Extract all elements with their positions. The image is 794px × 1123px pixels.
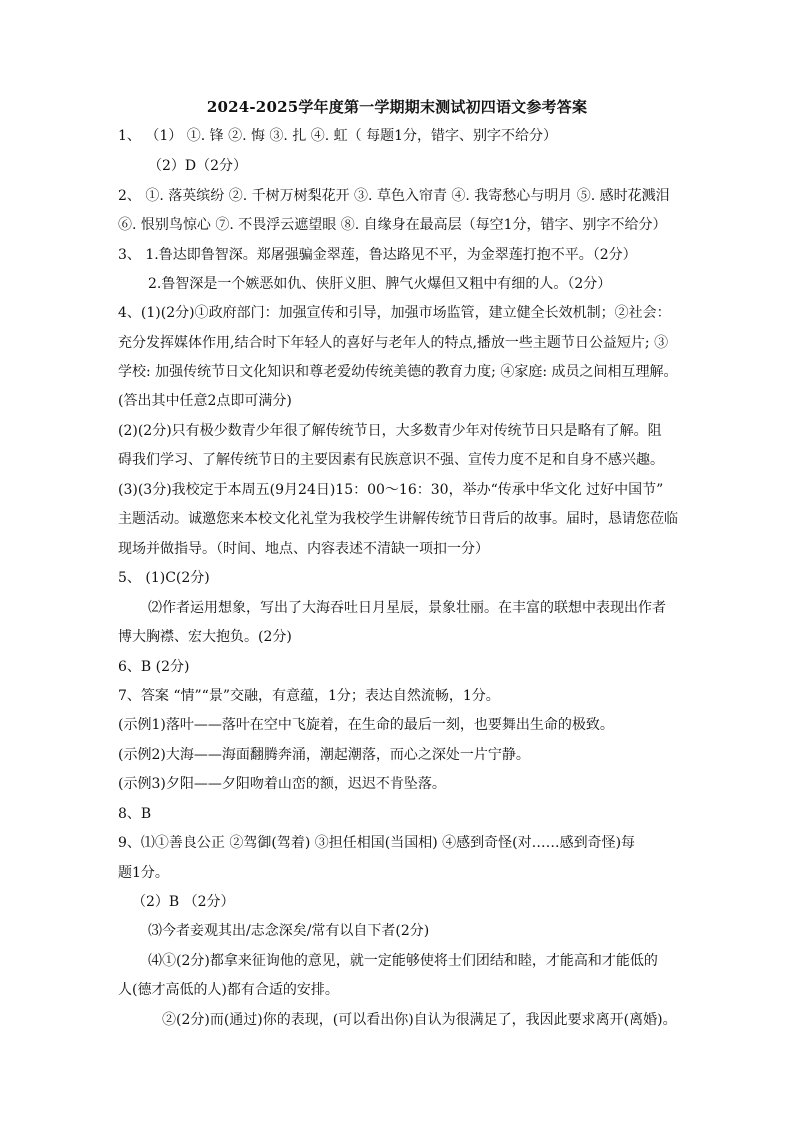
answer-line: （2）B （2分） bbox=[132, 894, 235, 910]
answer-line: 3、 1.鲁达即鲁智深。郑屠强骗金翠莲，鲁达路见不平，为金翠莲打抱不平。（2分） bbox=[118, 247, 637, 263]
answer-line: 题1分。 bbox=[118, 865, 169, 881]
answer-line: 现场并做指导。（时间、地点、内容表述不清缺一项扣一分） bbox=[118, 541, 489, 557]
answer-line: ⑷①(2分)都拿来征询他的意见，就一定能够使将士们团结和睦，才能高和才能低的 bbox=[148, 953, 658, 969]
document-title: 2024-2025学年度第一学期期末测试初四语文参考答案 bbox=[206, 98, 588, 116]
answer-line: 主题活动。诚邀您来本校文化礼堂为我校学生讲解传统节日背后的故事。届时，恳请您莅临 bbox=[118, 511, 678, 527]
answer-line: ⑶今者妾观其出/志念深矣/常有以自下者(2分) bbox=[148, 923, 430, 939]
answer-line: 2.鲁智深是一个嫉恶如仇、侠肝义胆、脾气火爆但又粗中有细的人。（2分） bbox=[148, 276, 612, 292]
answer-line: 博大胸襟、宏大抱负。(2分) bbox=[118, 629, 292, 645]
answer-line: 碍我们学习、了解传统节日的主要因素有民族意识不强、宣传力度不足和自身不感兴趣。 bbox=[118, 452, 664, 468]
answer-line: 8、B bbox=[118, 806, 152, 822]
answer-line: 充分发挥媒体作用,结合时下年轻人的喜好与老年人的特点,播放一些主题节日公益短片; ③ bbox=[118, 335, 669, 351]
answer-line: (2)(2分)只有极少数青少年很了解传统节日，大多数青少年对传统节日只是略有了解。阻 bbox=[118, 423, 662, 439]
answer-line: (示例3)夕阳——夕阳吻着山峦的额，迟迟不肯坠落。 bbox=[118, 776, 446, 792]
answer-line: (示例2)大海——海面翻腾奔涌，潮起潮落，而心之深处一片宁静。 bbox=[118, 747, 530, 763]
answer-line: 人(德才高低的人)都有合适的安排。 bbox=[118, 982, 339, 998]
answer-line: (示例1)落叶——落叶在空中飞旋着，在生命的最后一刻，也要舞出生命的极致。 bbox=[118, 717, 614, 733]
answer-line: 5、 (1)C(2分) bbox=[118, 570, 210, 586]
answer-line: ②(2分)而(通过)你的表现，(可以看出你)自认为很满足了，我因此要求离开(离婚)。 bbox=[162, 1012, 677, 1028]
answer-line: 4、(1)(2分)①政府部门：加强宣传和引导，加强市场监管，建立健全长效机制；②社会： bbox=[118, 305, 671, 321]
answer-line: (3)(3分)我校定于本周五(9月24日)15：00～16：30，举办“传承中华文化 过好中国节” bbox=[118, 482, 664, 498]
answer-line: （2）D（2分） bbox=[148, 158, 248, 174]
answer-line: 2、 ①. 落英缤纷 ②. 千树万树梨花开 ③. 草色入帘青 ④. 我寄愁心与明月 ⑤. 感时花溅泪 bbox=[118, 188, 670, 204]
answer-line: 1、 （1） ①. 锋 ②. 悔 ③. 扎 ④. 虹（ 每题1分，错字、别字不给分） bbox=[118, 128, 558, 144]
answer-line: 学校: 加强传统节日文化知识和尊老爱幼传统美德的教育力度; ④家庭: 成员之间相互理解。 bbox=[118, 364, 678, 380]
answer-line: ⑵作者运用想象，写出了大海吞吐日月星辰，景象壮丽。在丰富的联想中表现出作者 bbox=[148, 600, 666, 616]
answer-line: 6、B (2分) bbox=[118, 659, 190, 675]
answer-line: 7、答案 “情”“景”交融，有意蕴，1分；表达自然流畅，1分。 bbox=[118, 688, 500, 704]
answer-line: 9、⑴①善良公正 ②驾御(驾着) ③担任相国(当国相) ④感到奇怪(对……感到奇怪)每 bbox=[118, 835, 636, 851]
answer-line: (答出其中任意2点即可满分) bbox=[118, 393, 292, 409]
answer-line: ⑥. 恨别鸟惊心 ⑦. 不畏浮云遮望眼 ⑧. 自缘身在最高层（每空1分，错字、别字不给分） bbox=[118, 217, 667, 233]
